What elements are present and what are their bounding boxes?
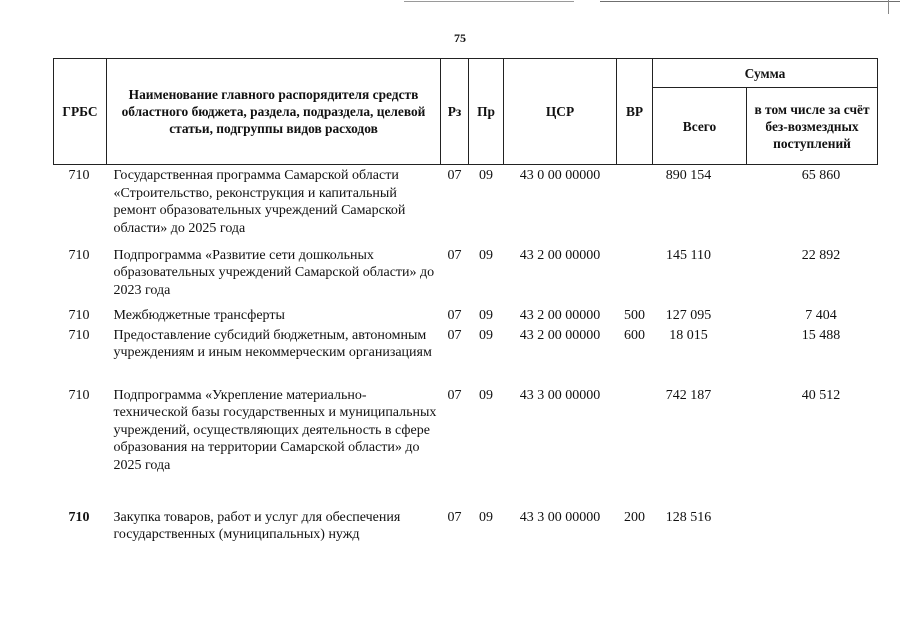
header-gratis: в том числе за счёт без-возмездных поступлений xyxy=(747,88,878,165)
header-rz: Рз xyxy=(441,59,469,165)
cell-rz: 07 xyxy=(447,247,462,263)
cell-rz: 07 xyxy=(447,327,462,343)
cell-rz: 07 xyxy=(447,387,462,403)
cell-gratis: 15 488 xyxy=(801,327,841,343)
cell-csr: 43 3 00 00000 xyxy=(519,387,601,403)
cell-grbs: 710 xyxy=(68,168,90,183)
cell-pr: 09 xyxy=(479,387,493,403)
cell-csr: 43 2 00 00000 xyxy=(519,307,601,323)
cell-name: Закупка товаров, работ и услуг для обеспечения государственных (муниципальных) нужд xyxy=(113,509,401,542)
cell-gratis: 7 404 xyxy=(805,307,837,323)
cell-total: 145 110 xyxy=(666,247,711,263)
table-row xyxy=(54,325,878,385)
header-sum: Сумма xyxy=(653,59,878,88)
header-name: Наименование главного распорядителя средств областного бюджета, раздела, подраздела, целевой статьи, подгруппы видов расходов xyxy=(107,59,441,165)
cell-vr: 600 xyxy=(624,327,645,343)
header-vr: ВР xyxy=(617,59,653,165)
cell-vr xyxy=(617,385,653,507)
cell-name: Государственная программа Самарской области «Строительство, реконструкция и капитальный ремонт образовательных учреждений Самарской области» до 2025 года xyxy=(113,168,406,236)
cell-csr: 43 2 00 00000 xyxy=(519,327,601,343)
cell-grbs: 710 xyxy=(68,307,90,323)
cell-rz: 07 xyxy=(447,509,462,525)
header-csr: ЦСР xyxy=(504,59,617,165)
cell-csr: 43 3 00 00000 xyxy=(519,509,601,525)
scan-artifact-line xyxy=(404,1,574,2)
cell-vr xyxy=(617,245,653,305)
cell-total: 127 095 xyxy=(665,307,712,323)
cell-gratis xyxy=(747,507,878,547)
cell-grbs: 710 xyxy=(68,509,90,525)
cell-pr: 09 xyxy=(479,307,493,323)
cell-pr: 09 xyxy=(479,168,493,183)
cell-name: Подпрограмма «Развитие сети дошкольных образовательных учреждений Самарской области» до 2023 года xyxy=(113,247,435,298)
cell-total: 742 187 xyxy=(665,387,712,403)
table-row xyxy=(54,507,878,547)
cell-csr: 43 0 00 00000 xyxy=(519,168,601,183)
cell-gratis: 65 860 xyxy=(801,168,841,183)
cell-total: 128 516 xyxy=(665,509,712,525)
cell-grbs: 710 xyxy=(68,327,90,343)
cell-total: 890 154 xyxy=(665,168,712,183)
cell-name: Предоставление субсидий бюджетным, автономным учреждениям и иным некоммерческим организациям xyxy=(113,327,432,360)
cell-pr: 09 xyxy=(479,327,493,343)
cell-grbs: 710 xyxy=(68,387,90,403)
scan-artifact-line xyxy=(888,0,889,14)
cell-vr: 200 xyxy=(624,509,645,525)
header-total: Всего xyxy=(653,88,747,165)
cell-csr: 43 2 00 00000 xyxy=(519,247,601,263)
cell-name: Подпрограмма «Укрепление материально-технической базы государственных и муниципальных учреждений, осуществляющих деятельность в сфере образования на территории Самарской области» до 2025 года xyxy=(113,387,437,473)
scan-artifact-line xyxy=(600,1,900,2)
page-number: 75 xyxy=(454,31,466,45)
header-grbs: ГРБС xyxy=(54,59,107,165)
table-body xyxy=(54,165,878,547)
header-pr: Пр xyxy=(469,59,504,165)
cell-vr xyxy=(617,165,653,245)
table-row xyxy=(54,165,878,245)
cell-gratis: 40 512 xyxy=(801,387,841,403)
table-header xyxy=(54,59,878,165)
cell-pr: 09 xyxy=(479,247,493,263)
budget-table xyxy=(53,58,878,547)
cell-name: Межбюджетные трансферты xyxy=(113,307,285,323)
cell-grbs: 710 xyxy=(68,247,90,263)
cell-pr: 09 xyxy=(479,509,493,525)
table-row xyxy=(54,245,878,305)
cell-rz: 07 xyxy=(447,307,462,323)
table-row xyxy=(54,385,878,507)
cell-total: 18 015 xyxy=(669,327,708,343)
cell-vr: 500 xyxy=(624,307,645,323)
cell-rz: 07 xyxy=(447,168,462,183)
cell-gratis: 22 892 xyxy=(801,247,841,263)
table-row xyxy=(54,305,878,325)
